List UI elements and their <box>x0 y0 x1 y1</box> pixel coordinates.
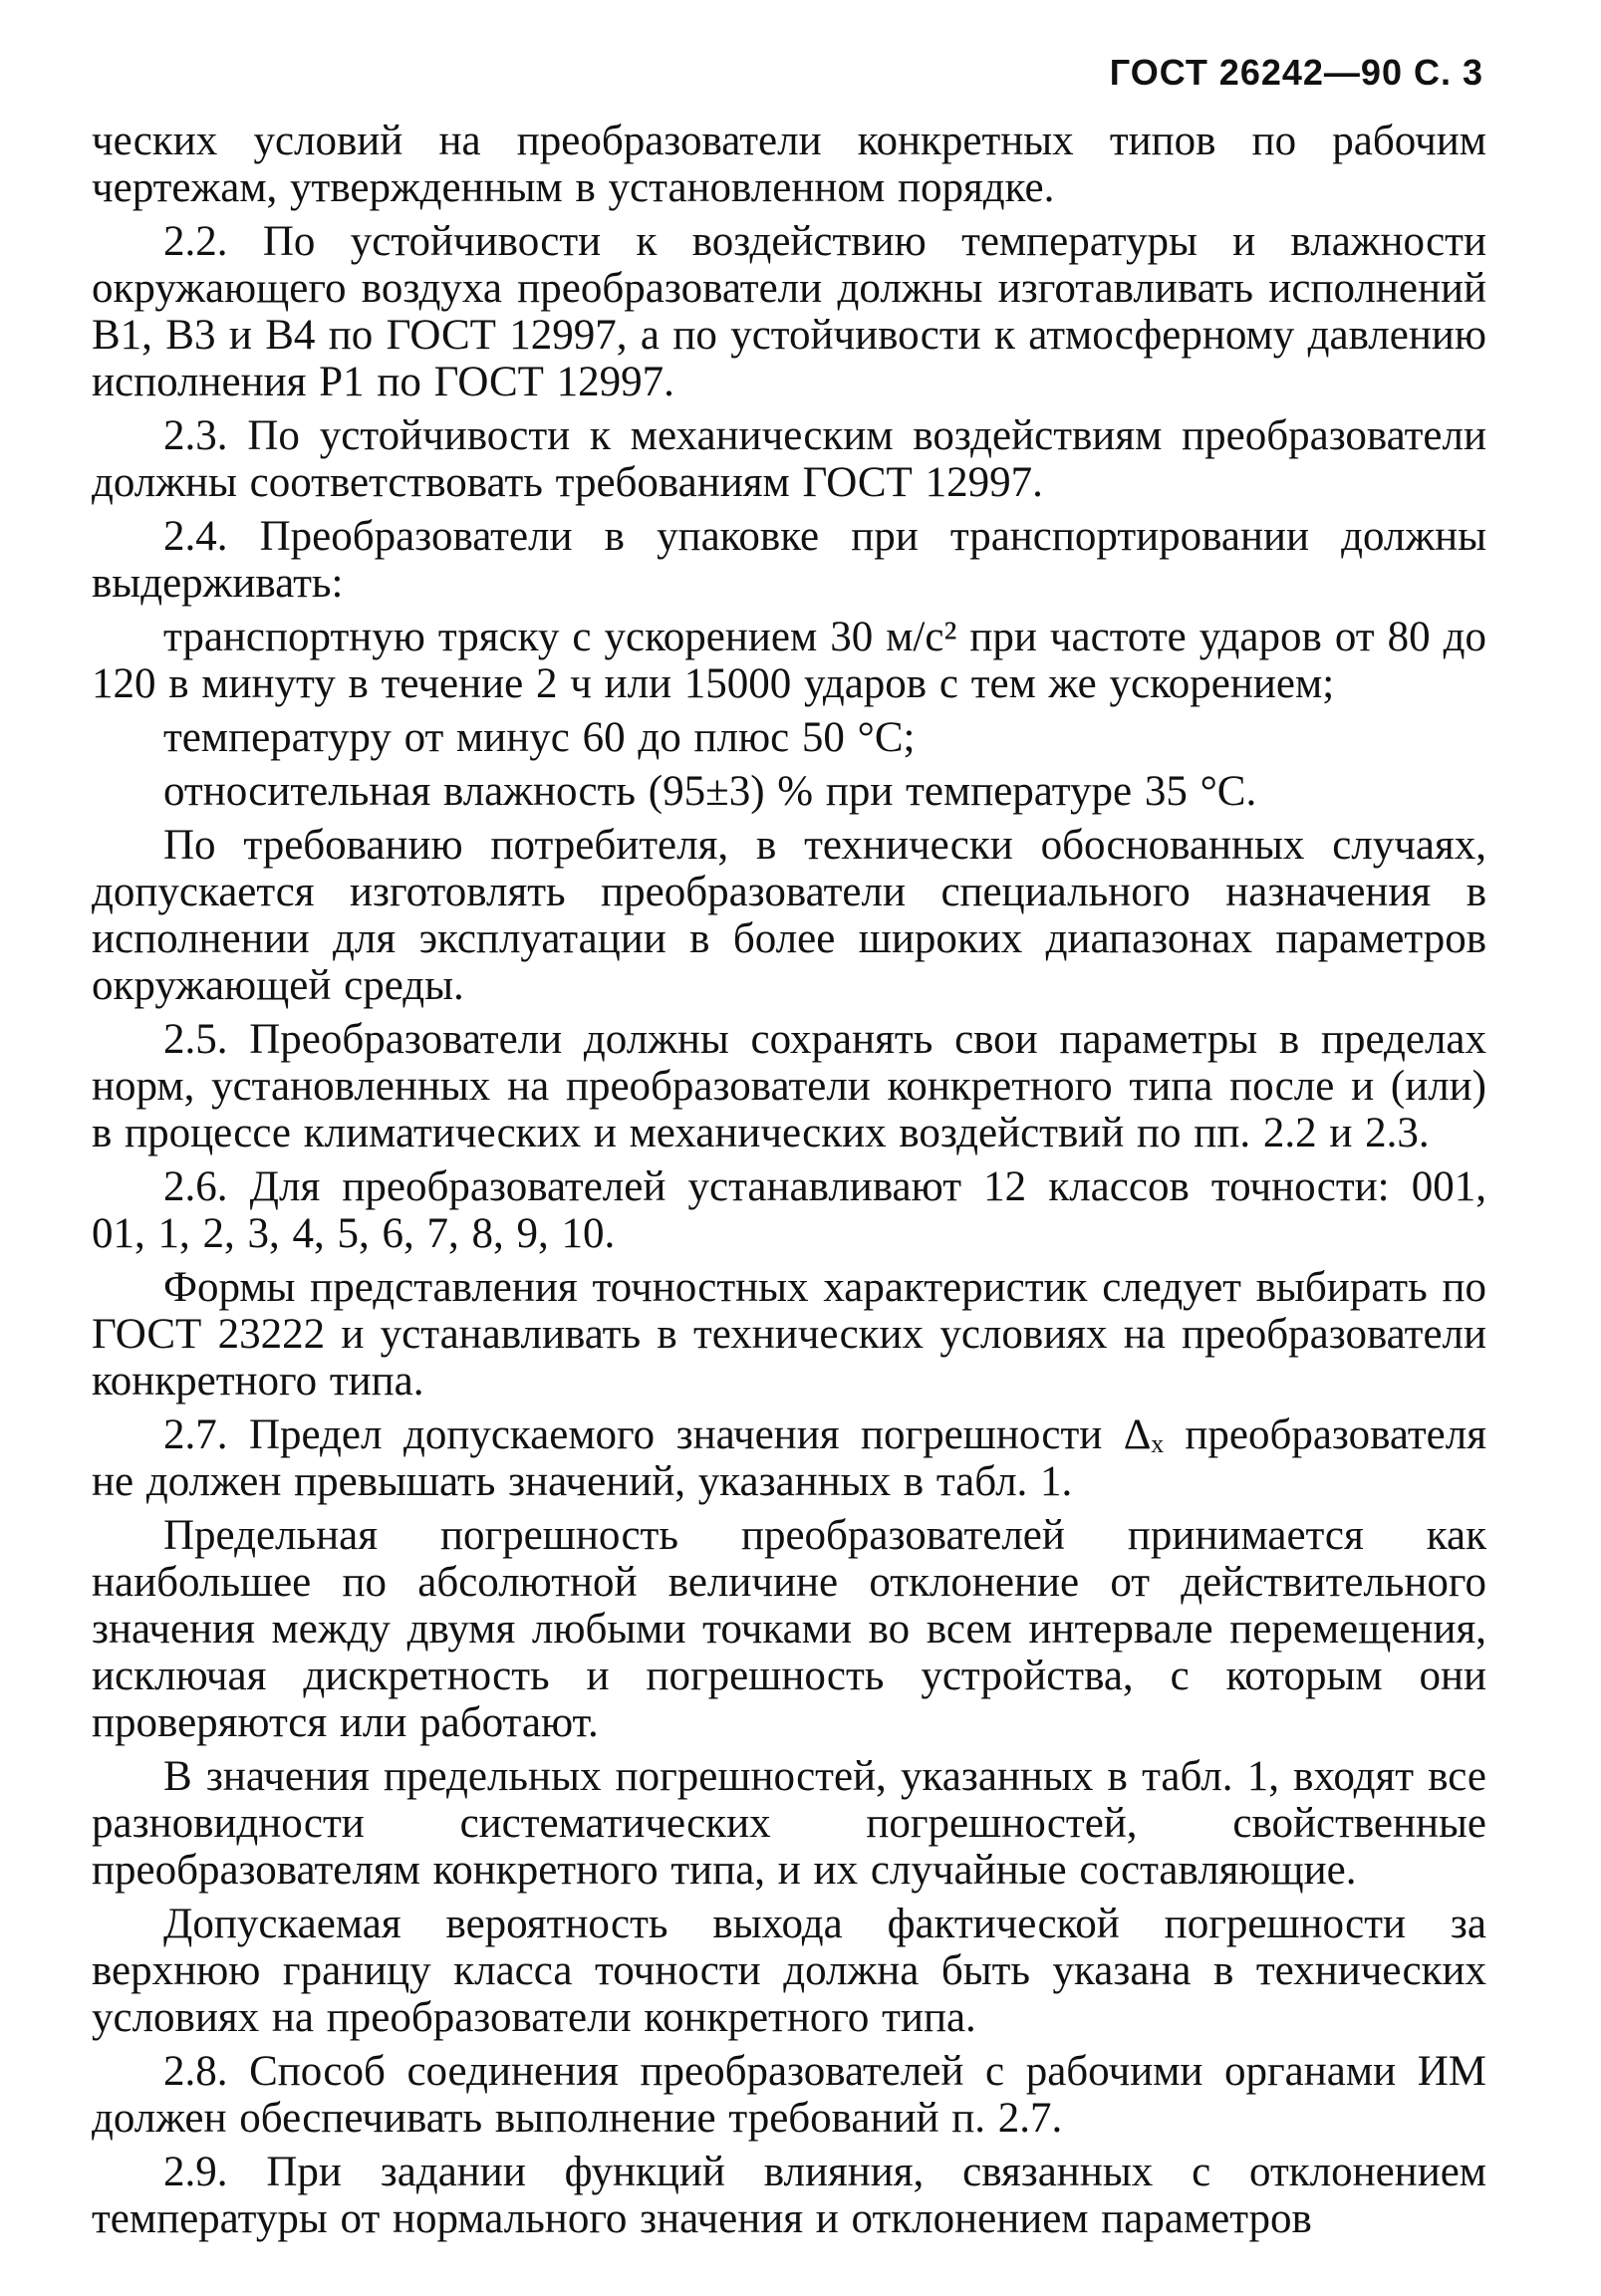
document-body <box>92 118 1486 2249</box>
paragraph-limit-error: Предельная погрешность преобразователей принимается как наибольшее по абсолютной величине отклонение от действительного значения между двумя любыми точками во всем интервале перемещения, исключая дискретность и погрешность устройства, с которым они проверяются или работают. <box>92 1512 1486 1746</box>
paragraph-2-8: 2.8. Способ соединения преобразователей с рабочими органами ИМ должен обеспечивать выполнение требований п. 2.7. <box>92 2048 1486 2142</box>
paragraph-temperature: температуру от минус 60 до плюс 50 °С; <box>163 714 916 761</box>
paragraph-consumer-request: По требованию потребителя, в технически обоснованных случаях, допускается изготовлять преобразователи специального назначения в исполнении для эксплуатации в более широких диапазонах параметров окружающей среды. <box>92 822 1486 1009</box>
page-header: ГОСТ 26242—90 С. 3 <box>1109 52 1483 93</box>
paragraph-2-4: 2.4. Преобразователи в упаковке при транспортировании должны выдерживать: <box>92 513 1486 607</box>
paragraph-continuation: ческих условий на преобразователи конкретных типов по рабочим чертежам, утвержденным в установленном порядке. <box>92 118 1486 211</box>
paragraph-limit-error-values: В значения предельных погрешностей, указанных в табл. 1, входят все разновидности систематических погрешностей, свойственные преобразователям конкретного типа, и их случайные составляющие. <box>92 1753 1486 1894</box>
paragraph-2-9: 2.9. При задании функций влияния, связанных с отклонением температуры от нормального значения и отклонением параметров <box>92 2149 1486 2242</box>
paragraph-2-2: 2.2. По устойчивости к воздействию температуры и влажности окружающего воздуха преобразователи должны изготавливать исполнений В1, В3 и В4 по ГОСТ 12997, а по устойчивости к атмосферному давлению исполнения Р1 по ГОСТ 12997. <box>92 218 1486 405</box>
paragraph-transport-shaking: транспортную тряску с ускорением 30 м/с² при частоте ударов от 80 до 120 в минуту в течение 2 ч или 15000 ударов с тем же ускорением; <box>92 614 1486 707</box>
paragraph-2-7: 2.7. Предел допускаемого значения погрешности Δₓ преобразователя не должен превышать значений, указанных в табл. 1. <box>92 1411 1486 1505</box>
paragraph-2-5: 2.5. Преобразователи должны сохранять свои параметры в пределах норм, установленных на преобразователи конкретного типа после и (или) в процессе климатических и механических воздействий по пп. 2.2 и 2.3. <box>92 1016 1486 1156</box>
paragraph-accuracy-forms: Формы представления точностных характеристик следует выбирать по ГОСТ 23222 и устанавливать в технических условиях на преобразователи конкретного типа. <box>92 1264 1486 1404</box>
paragraph-2-6: 2.6. Для преобразователей устанавливают 12 классов точности: 001, 01, 1, 2, 3, 4, 5, 6, 7, 8, 9, 10. <box>92 1163 1486 1257</box>
paragraph-humidity: относительная влажность (95±3) % при температуре 35 °С. <box>163 768 1257 815</box>
paragraph-probability: Допускаемая вероятность выхода фактической погрешности за верхнюю границу класса точности должна быть указана в технических условиях на преобразователи конкретного типа. <box>92 1901 1486 2041</box>
paragraph-2-3: 2.3. По устойчивости к механическим воздействиям преобразователи должны соответствовать требованиям ГОСТ 12997. <box>92 412 1486 506</box>
